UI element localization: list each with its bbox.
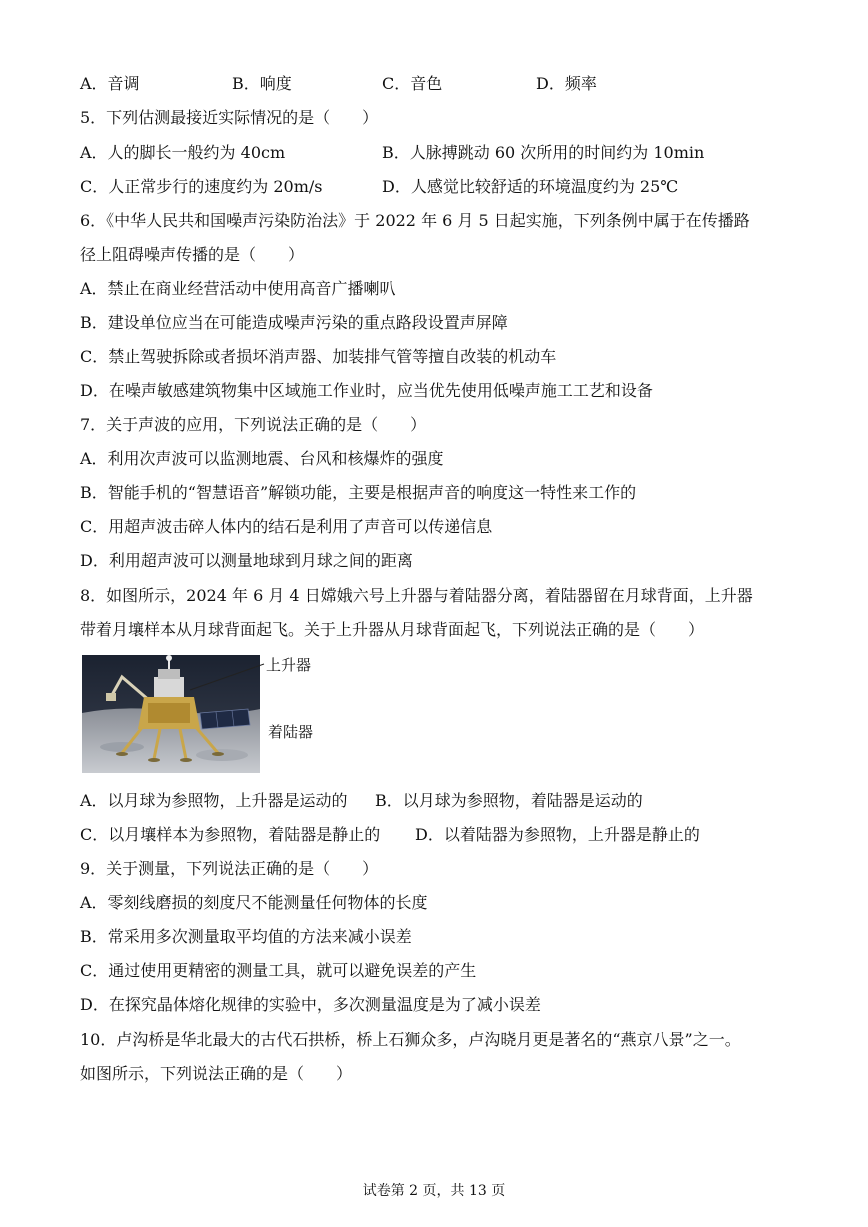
q8-option-c: C．以月壤样本为参照物，着陆器是静止的 [80, 825, 381, 844]
q7-option-d: D．利用超声波可以测量地球到月球之间的距离 [80, 551, 413, 570]
label-lander: 着陆器 [268, 723, 314, 741]
q5-option-a: A．人的脚长一般约为 40cm [80, 143, 286, 162]
q8-stem-line2: 带着月壤样本从月球背面起飞。关于上升器从月球背面起飞，下列说法正确的是（ ） [80, 620, 705, 639]
q6-option-c: C．禁止驾驶拆除或者损坏消声器、加装排气管等擅自改装的机动车 [80, 347, 557, 366]
q6-option-b: B．建设单位应当在可能造成噪声污染的重点路段设置声屏障 [80, 313, 508, 332]
page-footer: 试卷第 2 页，共 13 页 [362, 1183, 506, 1199]
q10-stem-line2: 如图所示，下列说法正确的是（ ） [80, 1064, 353, 1083]
q8-stem-line1: 8．如图所示，2024 年 6 月 4 日嫦娥六号上升器与着陆器分离，着陆器留在月球背面，上升器 [80, 586, 753, 605]
q9-option-a: A．零刻线磨损的刻度尺不能测量任何物体的长度 [80, 893, 428, 912]
q5-option-d: D．人感觉比较舒适的环境温度约为 25℃ [382, 177, 679, 196]
q4-option-d: D．频率 [536, 74, 597, 93]
q7-option-a: A．利用次声波可以监测地震、台风和核爆炸的强度 [80, 449, 444, 468]
q6-option-d: D．在噪声敏感建筑物集中区域施工作业时，应当优先使用低噪声施工工艺和设备 [80, 381, 653, 400]
q9-option-c: C．通过使用更精密的测量工具，就可以避免误差的产生 [80, 961, 477, 980]
q9-option-d: D．在探究晶体熔化规律的实验中，多次测量温度是为了减小误差 [80, 995, 541, 1014]
q10-stem-line1: 10．卢沟桥是华北最大的古代石拱桥，桥上石狮众多，卢沟晓月更是著名的“燕京八景”之一。 [80, 1030, 741, 1049]
q4-option-b: B．响度 [232, 74, 292, 93]
q6-option-a: A．禁止在商业经营活动中使用高音广播喇叭 [80, 279, 396, 298]
q8-option-a: A．以月球为参照物，上升器是运动的 [80, 791, 348, 810]
label-ascender: 上升器 [266, 656, 312, 674]
q5-stem: 5．下列估测最接近实际情况的是（ ） [80, 108, 379, 127]
q9-option-b: B．常采用多次测量取平均值的方法来减小误差 [80, 927, 412, 946]
q4-option-c: C．音色 [382, 74, 443, 93]
q8-option-b: B．以月球为参照物，着陆器是运动的 [375, 791, 643, 810]
q6-stem-line1: 6．《中华人民共和国噪声污染防治法》于 2022 年 6 月 5 日起实施，下列条例中属于在传播路 [80, 211, 750, 230]
q7-stem: 7．关于声波的应用，下列说法正确的是（ ） [80, 415, 427, 434]
q7-option-b: B．智能手机的“智慧语音”解锁功能，主要是根据声音的响度这一特性来工作的 [80, 483, 637, 502]
q8-option-d: D．以着陆器为参照物，上升器是静止的 [415, 825, 700, 844]
q9-stem: 9．关于测量，下列说法正确的是（ ） [80, 859, 379, 878]
q5-option-c: C．人正常步行的速度约为 20m/s [80, 177, 323, 196]
q6-stem-line2: 径上阻碍噪声传播的是（ ） [80, 245, 305, 264]
q7-option-c: C．用超声波击碎人体内的结石是利用了声音可以传递信息 [80, 517, 493, 536]
q5-option-b: B．人脉搏跳动 60 次所用的时间约为 10min [382, 143, 705, 162]
q4-option-a: A．音调 [80, 74, 140, 93]
